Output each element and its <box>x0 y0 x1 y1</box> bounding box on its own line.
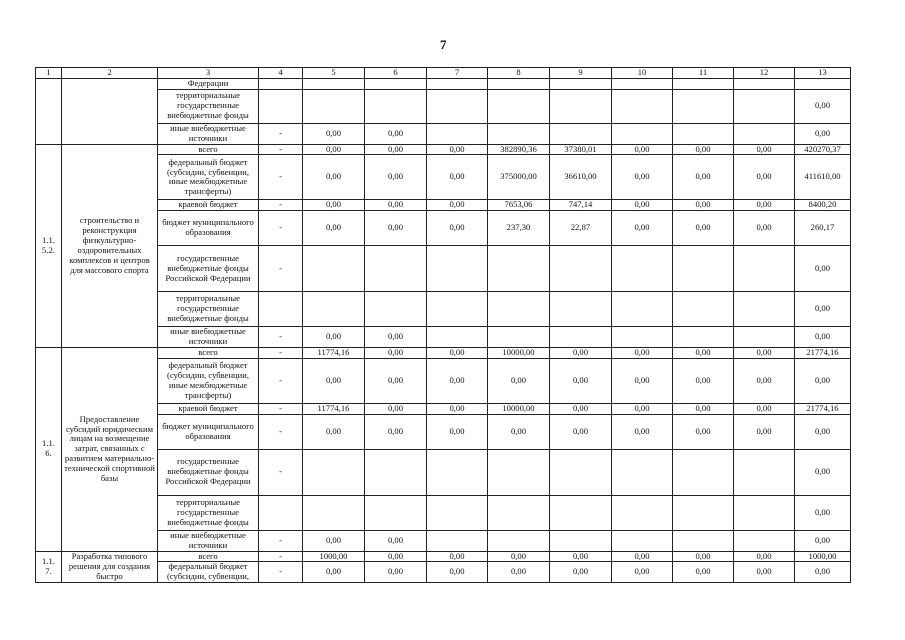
table-row <box>36 562 851 583</box>
value-cell-8 <box>488 495 550 530</box>
value-cell-6: 0,00 <box>365 403 427 414</box>
value-cell-9: 0,00 <box>550 551 612 562</box>
column-header-11: 11 <box>673 68 734 79</box>
value-cell-7 <box>427 495 488 530</box>
value-cell-8: 382890,36 <box>488 144 550 155</box>
value-cell-11 <box>673 327 734 348</box>
value-cell-8 <box>488 78 550 89</box>
value-cell-6: 0,00 <box>365 123 427 144</box>
value-cell-5: 11774,16 <box>303 403 365 414</box>
value-cell-10 <box>612 78 673 89</box>
value-cell-7 <box>427 78 488 89</box>
value-cell-9: 0,00 <box>550 358 612 403</box>
value-cell-13: 0,00 <box>795 89 851 123</box>
column-header-3: 3 <box>158 68 259 79</box>
value-cell-9: 22,87 <box>550 211 612 246</box>
value-cell-8: 10000,00 <box>488 348 550 359</box>
funding-source: федеральный бюджет (субсидии, субвенции, иные межбюджетные трансферты) <box>158 155 259 200</box>
value-cell-9 <box>550 449 612 495</box>
value-cell-13: 411610,00 <box>795 155 851 200</box>
funding-source: всего <box>158 551 259 562</box>
table-row <box>36 495 851 530</box>
value-cell-7: 0,00 <box>427 144 488 155</box>
value-cell-7: 0,00 <box>427 403 488 414</box>
value-cell-13: 0,00 <box>795 292 851 327</box>
value-cell-11: 0,00 <box>673 403 734 414</box>
value-cell-6 <box>365 78 427 89</box>
value-cell-10 <box>612 449 673 495</box>
value-cell-13: 0,00 <box>795 123 851 144</box>
value-cell-9: 36610,00 <box>550 155 612 200</box>
value-cell-12: 0,00 <box>734 551 795 562</box>
table-body <box>36 78 851 582</box>
funding-source: федеральный бюджет (субсидии, субвенции, иные межбюджетные трансферты) <box>158 358 259 403</box>
value-cell-4: - <box>259 358 303 403</box>
column-header-5: 5 <box>303 68 365 79</box>
value-cell-5: 0,00 <box>303 123 365 144</box>
item-name <box>62 78 158 144</box>
value-cell-7 <box>427 292 488 327</box>
value-cell-6: 0,00 <box>365 327 427 348</box>
value-cell-12: 0,00 <box>734 562 795 583</box>
funding-source: всего <box>158 348 259 359</box>
value-cell-4: - <box>259 155 303 200</box>
value-cell-12 <box>734 89 795 123</box>
value-cell-11: 0,00 <box>673 348 734 359</box>
value-cell-10: 0,00 <box>612 348 673 359</box>
value-cell-5: 0,00 <box>303 211 365 246</box>
value-cell-7: 0,00 <box>427 200 488 211</box>
value-cell-10 <box>612 123 673 144</box>
value-cell-8 <box>488 292 550 327</box>
value-cell-11 <box>673 495 734 530</box>
value-cell-10 <box>612 530 673 551</box>
value-cell-13: 0,00 <box>795 530 851 551</box>
value-cell-7: 0,00 <box>427 562 488 583</box>
value-cell-10: 0,00 <box>612 551 673 562</box>
table-row <box>36 358 851 403</box>
value-cell-5: 0,00 <box>303 358 365 403</box>
value-cell-7: 0,00 <box>427 414 488 449</box>
value-cell-5 <box>303 89 365 123</box>
table-row <box>36 551 851 562</box>
value-cell-8 <box>488 246 550 292</box>
column-header-2: 2 <box>62 68 158 79</box>
value-cell-4: - <box>259 144 303 155</box>
value-cell-12: 0,00 <box>734 200 795 211</box>
value-cell-11: 0,00 <box>673 358 734 403</box>
funding-source: федеральный бюджет (субсидии, субвенции, <box>158 562 259 583</box>
value-cell-5 <box>303 246 365 292</box>
value-cell-10 <box>612 495 673 530</box>
funding-source: краевой бюджет <box>158 403 259 414</box>
table-row <box>36 327 851 348</box>
value-cell-6 <box>365 292 427 327</box>
value-cell-4: - <box>259 449 303 495</box>
value-cell-8: 7653,06 <box>488 200 550 211</box>
value-cell-9: 0,00 <box>550 403 612 414</box>
value-cell-11: 0,00 <box>673 562 734 583</box>
budget-table <box>35 67 851 583</box>
table-row <box>36 530 851 551</box>
value-cell-4 <box>259 78 303 89</box>
value-cell-13: 260,17 <box>795 211 851 246</box>
funding-source: иные внебюджетные источники <box>158 123 259 144</box>
table-row <box>36 414 851 449</box>
value-cell-7: 0,00 <box>427 155 488 200</box>
value-cell-9: 0,00 <box>550 414 612 449</box>
value-cell-6: 0,00 <box>365 551 427 562</box>
value-cell-5: 0,00 <box>303 414 365 449</box>
value-cell-6: 0,00 <box>365 358 427 403</box>
value-cell-4: - <box>259 200 303 211</box>
table-row <box>36 200 851 211</box>
value-cell-5: 1000,00 <box>303 551 365 562</box>
value-cell-4: - <box>259 327 303 348</box>
value-cell-12 <box>734 246 795 292</box>
item-number: 1.1. 7. <box>36 551 62 583</box>
value-cell-4 <box>259 89 303 123</box>
column-header-1: 1 <box>36 68 62 79</box>
value-cell-6: 0,00 <box>365 348 427 359</box>
item-name: Предоставление субсидий юридическим лицам на возмещение затрат, связанных с развитием материально-технической спортивной базы <box>62 348 158 552</box>
funding-source: всего <box>158 144 259 155</box>
value-cell-6: 0,00 <box>365 144 427 155</box>
value-cell-6 <box>365 449 427 495</box>
value-cell-13: 0,00 <box>795 414 851 449</box>
value-cell-6: 0,00 <box>365 200 427 211</box>
value-cell-13: 0,00 <box>795 358 851 403</box>
value-cell-4: - <box>259 246 303 292</box>
table-row <box>36 155 851 200</box>
value-cell-10 <box>612 327 673 348</box>
funding-source: иные внебюджетные источники <box>158 530 259 551</box>
funding-source: государственные внебюджетные фонды Российской Федерации <box>158 246 259 292</box>
value-cell-13: 8400,20 <box>795 200 851 211</box>
value-cell-7 <box>427 327 488 348</box>
value-cell-4 <box>259 495 303 530</box>
table-row <box>36 292 851 327</box>
value-cell-5: 0,00 <box>303 200 365 211</box>
value-cell-4: - <box>259 348 303 359</box>
funding-source: территориальные государственные внебюджетные фонды <box>158 89 259 123</box>
value-cell-8 <box>488 327 550 348</box>
column-header-13: 13 <box>795 68 851 79</box>
value-cell-5: 0,00 <box>303 562 365 583</box>
value-cell-8: 0,00 <box>488 358 550 403</box>
value-cell-10: 0,00 <box>612 414 673 449</box>
value-cell-12: 0,00 <box>734 348 795 359</box>
value-cell-5 <box>303 78 365 89</box>
value-cell-12 <box>734 78 795 89</box>
value-cell-8 <box>488 89 550 123</box>
value-cell-6: 0,00 <box>365 211 427 246</box>
value-cell-11: 0,00 <box>673 414 734 449</box>
value-cell-12: 0,00 <box>734 358 795 403</box>
table-row <box>36 78 851 89</box>
value-cell-13: 0,00 <box>795 327 851 348</box>
value-cell-12 <box>734 292 795 327</box>
value-cell-11: 0,00 <box>673 144 734 155</box>
value-cell-12: 0,00 <box>734 155 795 200</box>
funding-source: бюджет муниципального образования <box>158 211 259 246</box>
column-header-10: 10 <box>612 68 673 79</box>
value-cell-9 <box>550 327 612 348</box>
value-cell-10: 0,00 <box>612 562 673 583</box>
column-header-4: 4 <box>259 68 303 79</box>
value-cell-6 <box>365 495 427 530</box>
value-cell-11 <box>673 89 734 123</box>
value-cell-8: 0,00 <box>488 551 550 562</box>
value-cell-4 <box>259 292 303 327</box>
value-cell-8: 237,30 <box>488 211 550 246</box>
value-cell-7: 0,00 <box>427 211 488 246</box>
value-cell-9: 37380,01 <box>550 144 612 155</box>
value-cell-13 <box>795 78 851 89</box>
value-cell-7: 0,00 <box>427 358 488 403</box>
value-cell-11 <box>673 123 734 144</box>
funding-source: краевой бюджет <box>158 200 259 211</box>
value-cell-12 <box>734 495 795 530</box>
value-cell-9: 0,00 <box>550 562 612 583</box>
table-row <box>36 403 851 414</box>
value-cell-5: 0,00 <box>303 144 365 155</box>
value-cell-9 <box>550 78 612 89</box>
value-cell-10 <box>612 89 673 123</box>
header-row <box>36 68 851 79</box>
value-cell-5: 0,00 <box>303 530 365 551</box>
value-cell-12 <box>734 530 795 551</box>
value-cell-8 <box>488 123 550 144</box>
value-cell-9 <box>550 292 612 327</box>
value-cell-5 <box>303 495 365 530</box>
page-number: 7 <box>440 37 447 52</box>
value-cell-11 <box>673 530 734 551</box>
value-cell-8 <box>488 449 550 495</box>
column-header-7: 7 <box>427 68 488 79</box>
value-cell-9 <box>550 89 612 123</box>
column-header-8: 8 <box>488 68 550 79</box>
value-cell-4: - <box>259 530 303 551</box>
value-cell-11 <box>673 246 734 292</box>
value-cell-11: 0,00 <box>673 551 734 562</box>
value-cell-12: 0,00 <box>734 144 795 155</box>
value-cell-7 <box>427 530 488 551</box>
value-cell-6: 0,00 <box>365 155 427 200</box>
value-cell-13: 1000,00 <box>795 551 851 562</box>
funding-source: территориальные государственные внебюджетные фонды <box>158 495 259 530</box>
table-row <box>36 348 851 359</box>
value-cell-8: 10000,00 <box>488 403 550 414</box>
value-cell-11: 0,00 <box>673 200 734 211</box>
table-row <box>36 246 851 292</box>
value-cell-4: - <box>259 414 303 449</box>
value-cell-11: 0,00 <box>673 211 734 246</box>
value-cell-4: - <box>259 403 303 414</box>
table-row <box>36 144 851 155</box>
value-cell-11 <box>673 449 734 495</box>
value-cell-10: 0,00 <box>612 200 673 211</box>
value-cell-9: 0,00 <box>550 348 612 359</box>
value-cell-13: 420270,37 <box>795 144 851 155</box>
value-cell-11 <box>673 292 734 327</box>
value-cell-7 <box>427 89 488 123</box>
value-cell-10: 0,00 <box>612 144 673 155</box>
value-cell-5: 0,00 <box>303 327 365 348</box>
value-cell-6: 0,00 <box>365 414 427 449</box>
value-cell-13: 0,00 <box>795 449 851 495</box>
item-number <box>36 78 62 144</box>
value-cell-10: 0,00 <box>612 155 673 200</box>
value-cell-6 <box>365 246 427 292</box>
item-name: строительство и реконструкция физкультурно-оздоровительных комплексов и центров для массового спорта <box>62 144 158 348</box>
column-header-9: 9 <box>550 68 612 79</box>
value-cell-11 <box>673 78 734 89</box>
value-cell-4: - <box>259 551 303 562</box>
value-cell-7 <box>427 246 488 292</box>
value-cell-6: 0,00 <box>365 530 427 551</box>
value-cell-8: 0,00 <box>488 414 550 449</box>
value-cell-12 <box>734 327 795 348</box>
funding-source: государственные внебюджетные фонды Российской Федерации <box>158 449 259 495</box>
column-header-12: 12 <box>734 68 795 79</box>
value-cell-4: - <box>259 562 303 583</box>
value-cell-6: 0,00 <box>365 562 427 583</box>
value-cell-7: 0,00 <box>427 348 488 359</box>
value-cell-12 <box>734 449 795 495</box>
value-cell-5 <box>303 449 365 495</box>
table-row <box>36 211 851 246</box>
value-cell-9 <box>550 495 612 530</box>
funding-source: бюджет муниципального образования <box>158 414 259 449</box>
item-number: 1.1. 6. <box>36 348 62 552</box>
value-cell-13: 0,00 <box>795 562 851 583</box>
value-cell-5: 11774,16 <box>303 348 365 359</box>
value-cell-9 <box>550 246 612 292</box>
funding-source: Федерации <box>158 78 259 89</box>
value-cell-13: 0,00 <box>795 495 851 530</box>
value-cell-12: 0,00 <box>734 403 795 414</box>
value-cell-12: 0,00 <box>734 211 795 246</box>
value-cell-7 <box>427 449 488 495</box>
value-cell-12: 0,00 <box>734 414 795 449</box>
value-cell-6 <box>365 89 427 123</box>
value-cell-4: - <box>259 123 303 144</box>
value-cell-12 <box>734 123 795 144</box>
value-cell-7 <box>427 123 488 144</box>
value-cell-10 <box>612 246 673 292</box>
funding-source: иные внебюджетные источники <box>158 327 259 348</box>
value-cell-8: 375000,00 <box>488 155 550 200</box>
value-cell-10: 0,00 <box>612 358 673 403</box>
value-cell-9 <box>550 530 612 551</box>
value-cell-10: 0,00 <box>612 403 673 414</box>
value-cell-11: 0,00 <box>673 155 734 200</box>
value-cell-9: 747,14 <box>550 200 612 211</box>
value-cell-7: 0,00 <box>427 551 488 562</box>
value-cell-8: 0,00 <box>488 562 550 583</box>
column-header-6: 6 <box>365 68 427 79</box>
value-cell-13: 0,00 <box>795 246 851 292</box>
value-cell-9 <box>550 123 612 144</box>
value-cell-10 <box>612 292 673 327</box>
value-cell-10: 0,00 <box>612 211 673 246</box>
value-cell-13: 21774,16 <box>795 403 851 414</box>
value-cell-13: 21774,16 <box>795 348 851 359</box>
value-cell-8 <box>488 530 550 551</box>
funding-source: территориальные государственные внебюджетные фонды <box>158 292 259 327</box>
item-name: Разработка типового решения для создания быстро <box>62 551 158 583</box>
table-row <box>36 449 851 495</box>
value-cell-4: - <box>259 211 303 246</box>
table-row <box>36 123 851 144</box>
value-cell-5: 0,00 <box>303 155 365 200</box>
table-row <box>36 89 851 123</box>
value-cell-5 <box>303 292 365 327</box>
item-number: 1.1. 5.2. <box>36 144 62 348</box>
